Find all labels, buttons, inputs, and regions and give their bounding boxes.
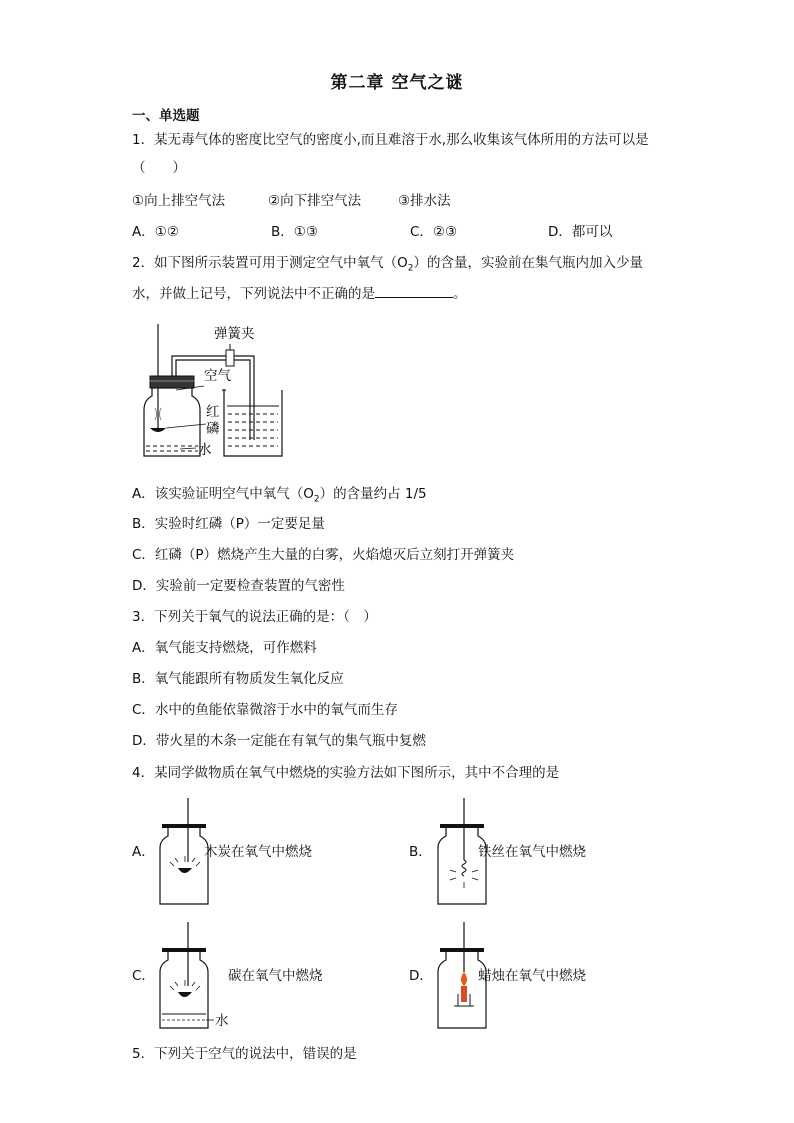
q2-stem-text-end: ）的含量，实验前在集气瓶内加入少量: [413, 255, 643, 271]
q2-stem-line2-end: 。: [453, 286, 467, 302]
q2-option-a-text-end: ）的含量约占 1/5: [319, 486, 427, 502]
q1-option-d: D．都可以: [548, 224, 613, 240]
q4-label-a: A．: [132, 844, 155, 860]
label-red: 红: [206, 404, 220, 420]
q4-caption-d: 蜡烛在氧气中燃烧: [478, 968, 586, 984]
q2-stem-line2-text: 水，并做上记号，下列说法中不正确的是: [132, 286, 375, 302]
candle-icon: [461, 986, 467, 1002]
label-water: 水: [198, 442, 212, 458]
q4-caption-c: 碳在氧气中燃烧: [228, 968, 323, 984]
q1-method-1: ①向上排空气法: [132, 193, 226, 209]
q3-stem: 3．下列关于氧气的说法正确的是：（ ）: [132, 609, 377, 625]
q1-option-c: C．②③: [410, 224, 458, 240]
q2-stem-text: 2．如下图所示装置可用于测定空气中氧气（O: [132, 255, 408, 271]
label-air: 空气: [204, 368, 231, 384]
flame-icon: [461, 972, 467, 986]
q2-option-c: C．红磷（P）燃烧产生大量的白雾，火焰熄灭后立刻打开弹簧夹: [132, 547, 515, 563]
q3-option-d: D．带火星的木条一定能在有氧气的集气瓶中复燃: [132, 733, 426, 749]
q1-stem: 1．某无毒气体的密度比空气的密度小,而且难溶于水,那么收集该气体所用的方法可以是: [132, 132, 649, 148]
label-phosphorus: 磷: [206, 421, 220, 437]
q1-option-b: B．①③: [271, 224, 318, 240]
q2-option-a-subscript: 2: [313, 494, 320, 505]
q4-label-c: C．: [132, 968, 155, 984]
q5-stem: 5．下列关于空气的说法中，错误的是: [132, 1046, 357, 1062]
q3-option-c: C．水中的鱼能依靠微溶于水中的氧气而生存: [132, 702, 398, 718]
q4-water-label: 水: [215, 1013, 229, 1029]
q2-option-d: D．实验前一定要检查装置的气密性: [132, 578, 345, 594]
q3-option-a: A．氧气能支持燃烧，可作燃料: [132, 640, 317, 656]
q1-method-3: ③排水法: [398, 193, 451, 209]
q1-option-a: A．①②: [132, 224, 179, 240]
q4-stem: 4．某同学做物质在氧气中燃烧的实验方法如下图所示，其中不合理的是: [132, 765, 560, 781]
q4-caption-b: 铁丝在氧气中燃烧: [478, 844, 586, 860]
q4-caption-a: 木炭在氧气中燃烧: [204, 844, 312, 860]
q2-stem-line1: [132, 253, 643, 279]
q2-stem-line2: [132, 283, 467, 304]
q4-label-b: B．: [409, 844, 432, 860]
q3-option-b: B．氧气能跟所有物质发生氧化反应: [132, 671, 344, 687]
q2-stem-subscript: 2: [407, 263, 414, 274]
q1-method-2: ②向下排空气法: [268, 193, 362, 209]
q2-option-a-text: A．该实验证明空气中氧气（O: [132, 486, 314, 502]
answer-blank[interactable]: [375, 283, 453, 298]
q2-apparatus-figure: [130, 320, 300, 460]
page-title: 第二章 空气之谜: [330, 73, 464, 93]
section-heading: 一、单选题: [132, 108, 200, 124]
q2-option-b: B．实验时红磷（P）一定要足量: [132, 516, 325, 532]
q4-label-d: D．: [409, 968, 433, 984]
q2-option-a: [132, 484, 427, 510]
q1-paren: （ ）: [132, 160, 186, 176]
label-clamp: 弹簧夹: [214, 326, 255, 342]
